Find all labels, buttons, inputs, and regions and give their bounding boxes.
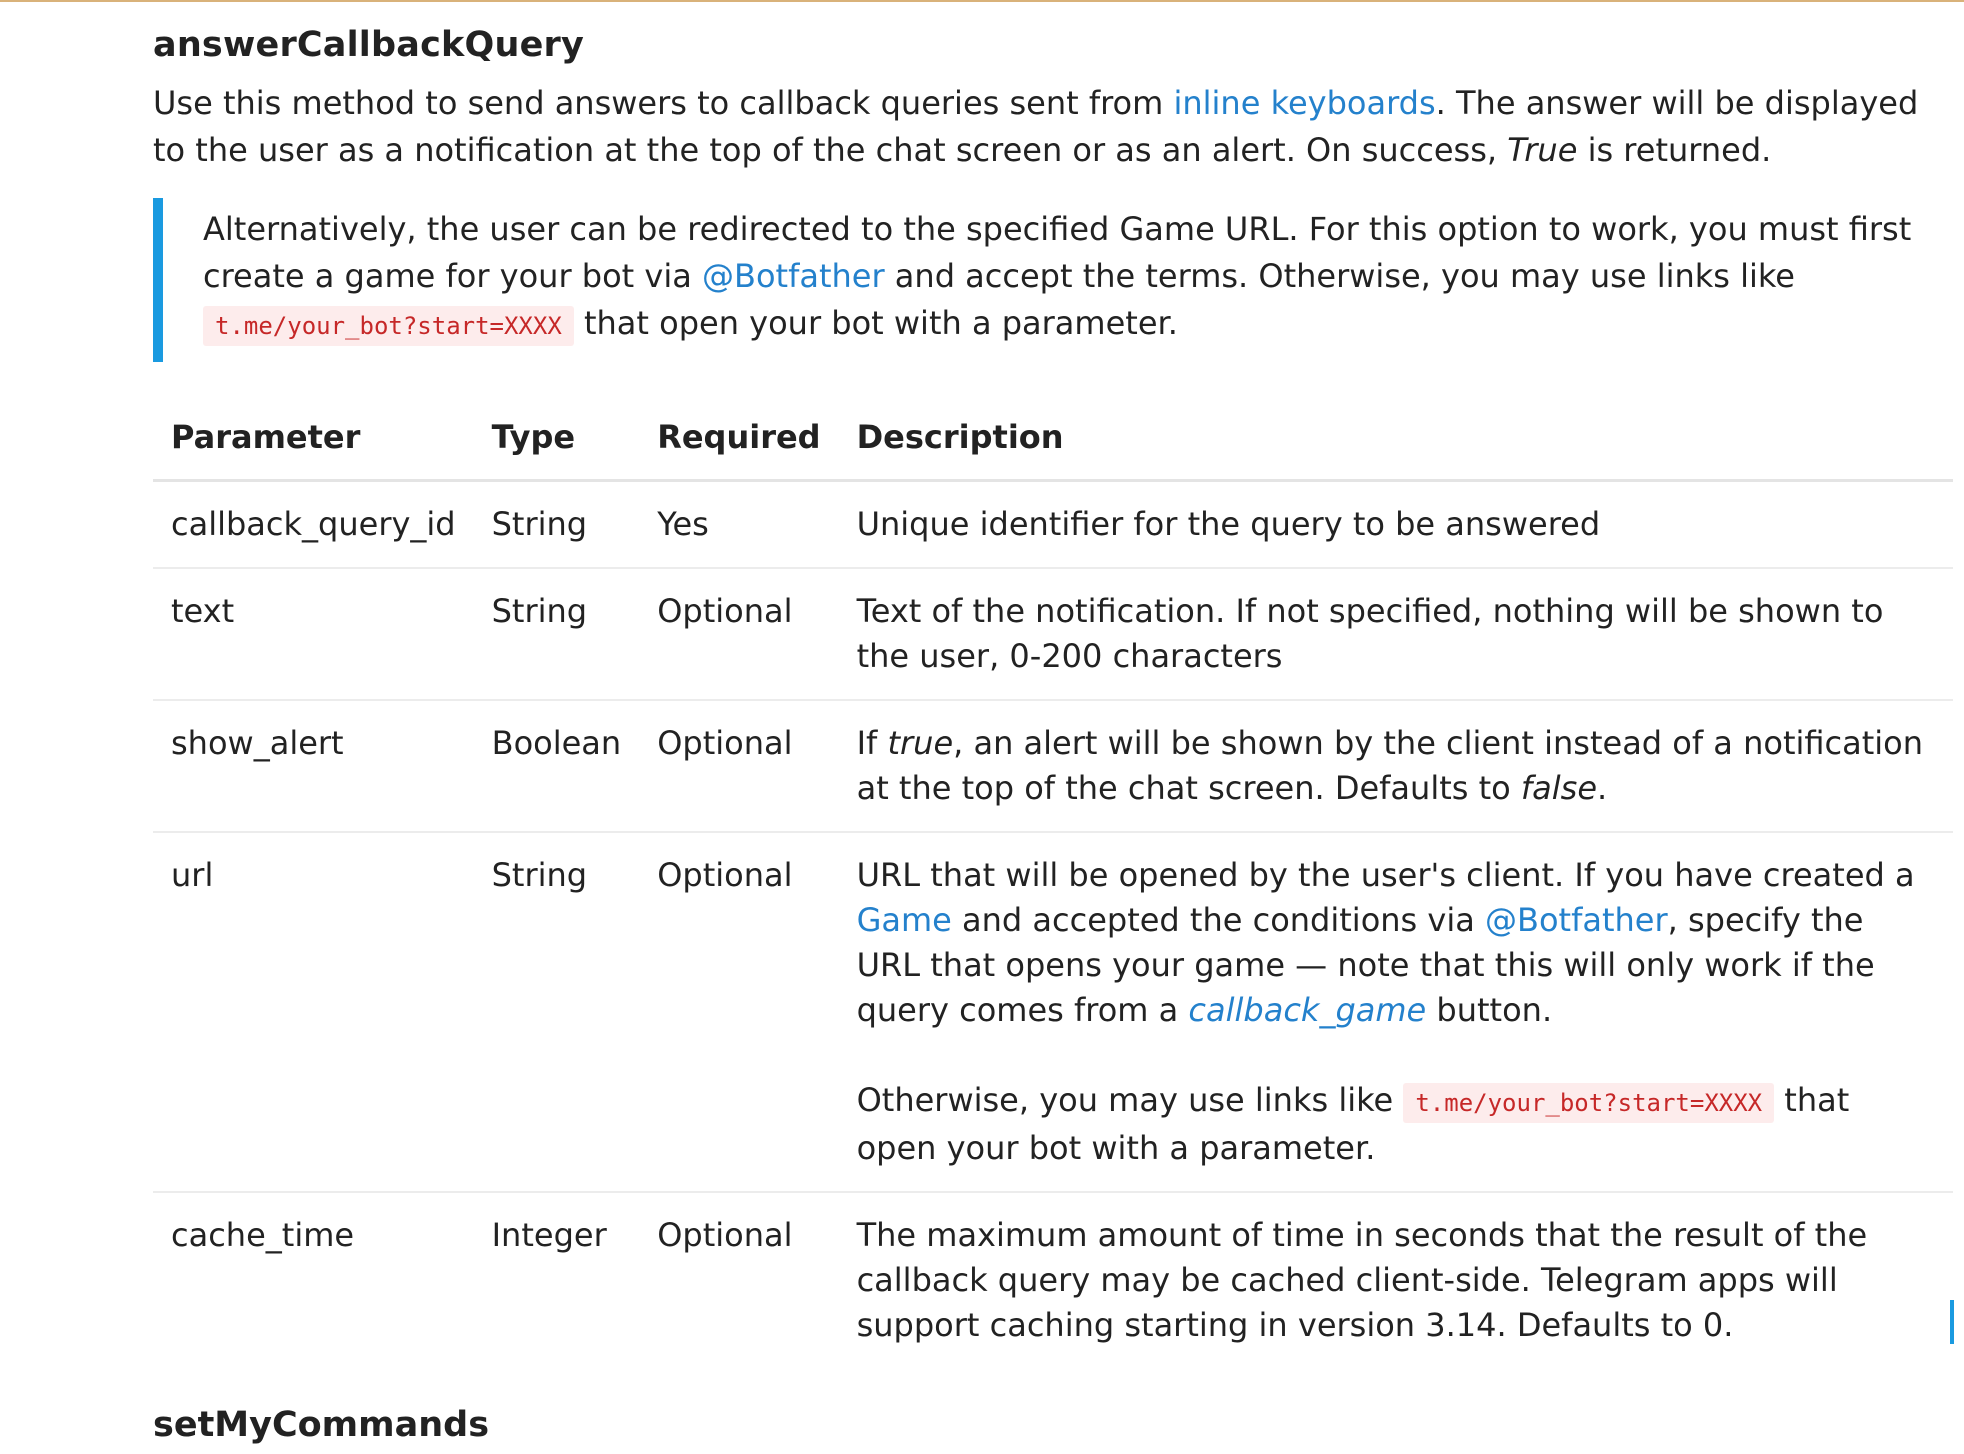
table-header-row <box>153 395 1953 481</box>
intro-text-3: is returned. <box>1577 131 1772 169</box>
param-required: Optional <box>639 832 838 1192</box>
botfather-link[interactable]: @Botfather <box>702 257 885 295</box>
method-intro <box>153 80 1953 174</box>
header-type: Type <box>474 395 640 481</box>
callback-game-link[interactable] <box>1188 991 1426 1029</box>
param-description <box>839 832 1953 1192</box>
desc-text: If <box>856 724 888 762</box>
header-required: Required <box>639 395 838 481</box>
desc-text: Otherwise, you may use links like <box>856 1081 1404 1119</box>
callback-game-em: callback_game <box>1188 991 1427 1029</box>
intro-text-2: . The answer will be displayed to the user as a notification at the top of the chat screen or as an alert. On success, <box>153 84 1919 169</box>
desc-text: URL that will be opened by the user's client. If you have created a <box>856 856 1915 894</box>
table-row <box>153 832 1953 1192</box>
game-url-note <box>153 198 1923 362</box>
inline-keyboards-link[interactable]: inline keyboards <box>1173 84 1436 122</box>
desc-text: , an alert will be shown by the client instead of a notification at the top of the chat screen. Defaults to <box>856 724 1924 807</box>
desc-text: that open your bot with a parameter. <box>856 1081 1850 1167</box>
header-parameter: Parameter <box>153 395 474 481</box>
desc-paragraph <box>857 1078 1935 1171</box>
start-link-code: t.me/your_bot?start=XXXX <box>1403 1083 1774 1123</box>
param-description: Text of the notification. If not specified, nothing will be shown to the user, 0-200 characters <box>839 568 1953 700</box>
param-name: text <box>153 568 474 700</box>
desc-em-false: false <box>1520 769 1598 807</box>
next-method-title: setMyCommands <box>153 1405 490 1445</box>
param-required: Optional <box>657 1216 793 1254</box>
table-row <box>153 1192 1953 1368</box>
desc-text: , specify the URL that opens your game — note that this will only work if the query comes from a <box>856 901 1875 1029</box>
desc-em-true: true <box>887 724 954 762</box>
param-name: cache_time <box>171 1216 355 1254</box>
param-type: Boolean <box>474 700 640 832</box>
table-row <box>153 481 1953 569</box>
desc-paragraph <box>857 853 1935 1033</box>
intro-true-em: True <box>1507 131 1578 169</box>
param-required: Optional <box>639 700 838 832</box>
param-type: String <box>474 832 640 1192</box>
note-text-3: that open your bot with a parameter. <box>573 304 1178 342</box>
scrollbar-indicator[interactable] <box>1950 1300 1954 1344</box>
param-name: url <box>153 832 474 1192</box>
desc-text: button. <box>1426 991 1553 1029</box>
param-description: The maximum amount of time in seconds that the result of the callback query may be cached client-side. Telegram apps will support caching starting in version 3.14. Defaults to 0. <box>856 1216 1868 1344</box>
param-type: String <box>474 481 640 569</box>
botfather-link[interactable]: @Botfather <box>1485 901 1668 939</box>
note-text-2: and accept the terms. Otherwise, you may use links like <box>884 257 1795 295</box>
game-link[interactable]: Game <box>856 901 952 939</box>
method-section <box>153 20 1953 362</box>
desc-text: and accepted the conditions via <box>951 901 1485 939</box>
param-name: callback_query_id <box>153 481 474 569</box>
param-type: String <box>474 568 640 700</box>
note-text-1: Alternatively, the user can be redirected to the specified Game URL. For this option to work, you must first create a game for your bot via <box>203 210 1912 295</box>
start-link-code: t.me/your_bot?start=XXXX <box>203 306 574 346</box>
table-row <box>153 700 1953 832</box>
param-required: Optional <box>639 568 838 700</box>
table-row <box>153 568 1953 700</box>
param-required: Yes <box>639 481 838 569</box>
param-name: show_alert <box>153 700 474 832</box>
top-divider <box>0 0 1964 2</box>
param-type: Integer <box>491 1216 607 1254</box>
desc-text: . <box>1597 769 1608 807</box>
param-description: Unique identifier for the query to be answered <box>839 481 1953 569</box>
intro-text-1: Use this method to send answers to callback queries sent from <box>153 84 1174 122</box>
param-description <box>839 700 1953 832</box>
header-description: Description <box>839 395 1953 481</box>
method-title: answerCallbackQuery <box>153 25 584 65</box>
parameters-table <box>153 395 1953 1368</box>
